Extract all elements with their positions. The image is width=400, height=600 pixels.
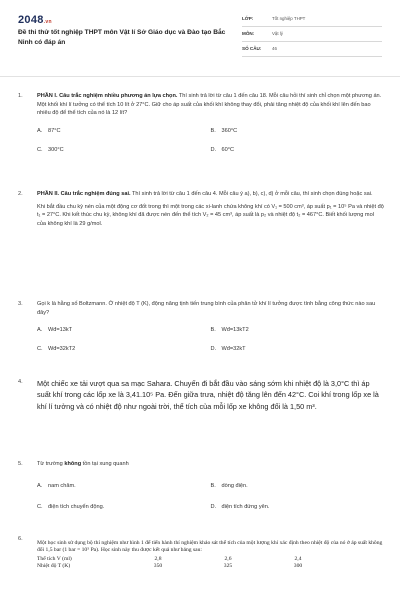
option-a[interactable]: A. Wđ=13kT — [37, 327, 73, 334]
question-text: Từ trường không tồn tại xung quanh — [37, 461, 129, 467]
question-paragraph: Khi bắt đầu chu kỳ nén của một động cơ đốt trong thì một trong các xi-lanh chứa không khí có V₁ = 500 cm³, áp suất p₁ = 10⁵ Pa và nhiệt độ t₁ = 27°C. Khi kết thúc chu kỳ, không khí đã được nén đến thể tích V₂ = 45 cm³, áp suất là p₂ và nhiệt độ t₂ = 467°C. Biết khối lượng mol của không khí là 29 g/mol. — [37, 203, 384, 227]
option-a[interactable]: A. 87°C — [37, 127, 61, 134]
question-number: 5. — [18, 461, 23, 467]
page-title: Đề thi thử tốt nghiệp THPT môn Vật lí Sở Giáo dục và Đào tạo Bắc Ninh có đáp án — [18, 29, 226, 46]
question-4 — [18, 378, 384, 412]
meta-value: 46 — [272, 45, 277, 51]
question-number: 3. — [18, 301, 23, 307]
meta-subject-row — [242, 27, 382, 42]
option-b[interactable]: B. 360°C — [210, 127, 238, 134]
question-6 — [18, 535, 384, 570]
meta-key: MÔN: — [242, 31, 255, 37]
meta-class-row — [242, 12, 382, 27]
table-cell: 2,6 — [224, 555, 232, 562]
table-cell: 300 — [293, 562, 303, 569]
site-logo[interactable]: 2048.vn — [18, 14, 52, 26]
question-number: 4. — [18, 379, 23, 385]
meta-key: LỚP: — [242, 16, 254, 22]
table-row — [37, 556, 333, 563]
header-divider — [0, 76, 400, 77]
option-d[interactable]: D. Wđ=32kT — [210, 345, 246, 352]
question-text: Một chiếc xe tải vượt qua sa mạc Sahara. Chuyến đi bắt đầu vào sáng sớm khi nhiệt độ là 3,0°C thì áp suất khí trong các lốp xe là 3,41.10⁵ Pa. Đến giữa trưa, nhiệt độ tăng lên đến 42°C. Coi khí trong lốp xe là khí lí tưởng và có nhiệt độ như ngoài trời, thể tích của mỗi lốp xe không đổi là 1,50 m³. — [37, 379, 379, 411]
row-header: Thể tích V (ml) — [37, 555, 72, 562]
answer-options — [37, 482, 384, 512]
question-number: 2. — [18, 191, 23, 197]
meta-key: SỐ CÂU: — [242, 46, 262, 52]
table-cell: 350 — [153, 562, 163, 569]
option-d[interactable]: D. 60°C — [210, 146, 234, 153]
data-table-wrap — [37, 556, 384, 570]
meta-value: Vật lý — [272, 30, 283, 36]
table-row — [37, 563, 333, 570]
row-header: Nhiệt độ T (K) — [37, 562, 71, 569]
option-c[interactable]: C. 300°C — [37, 146, 64, 153]
question-text: Một học sinh sử dụng bộ thí nghiệm như hình 1 để tiến hành thí nghiệm khảo sát thể tích của một lượng khí xác định theo nhiệt độ của nó ở áp suất không đổi 1,5 bar (1 bar = 10⁵ Pa). Học sinh này thu được kết quả như bảng sau: — [37, 540, 383, 554]
question-2 — [18, 190, 384, 229]
question-number: 1. — [18, 93, 23, 99]
exam-meta — [242, 12, 382, 57]
question-1 — [18, 92, 384, 154]
answer-options — [37, 127, 384, 154]
option-c[interactable]: C. Wđ=32kT2 — [37, 345, 76, 352]
question-3 — [18, 300, 384, 354]
meta-count-row — [242, 42, 382, 57]
page-header — [18, 12, 383, 70]
option-d[interactable]: D. điện tích đứng yên. — [210, 504, 270, 511]
meta-value: Tốt nghiệp THPT — [272, 15, 306, 21]
question-text: Gọi k là hằng số Boltzmann. Ở nhiệt độ T (K), động năng tịnh tiến trung bình của phân tử khí lí tưởng được tính bằng công thức nào sau đây? — [37, 301, 376, 316]
answer-options — [37, 326, 384, 353]
option-c[interactable]: C. điện tích chuyển động. — [37, 504, 105, 511]
question-number: 6. — [18, 536, 23, 542]
option-b[interactable]: B. Wđ=13kT2 — [210, 327, 249, 334]
option-b[interactable]: B. dòng điện. — [210, 482, 248, 489]
table-cell: 2,4 — [294, 555, 302, 562]
table-cell: 2,8 — [154, 555, 162, 562]
data-table — [37, 556, 333, 570]
option-a[interactable]: A. nam châm. — [37, 482, 76, 489]
question-5 — [18, 460, 384, 512]
question-text: PHẦN II. Câu trắc nghiệm đúng sai. Thí sinh trả lời từ câu 1 đến câu 4. Mỗi câu ý a), b), c), d) ở mỗi câu, thí sinh chọn đúng hoặc sai. — [37, 191, 373, 197]
table-cell: 325 — [223, 562, 233, 569]
question-text: PHẦN I. Câu trắc nghiệm nhiều phương án lựa chọn. Thí sinh trả lời từ câu 1 đến câu 18. Mỗi câu hỏi thí sinh chỉ chọn một phương án. Một khối khí lí tưởng có thể tích 10 lít ở 27°C. Giữ cho áp suất của khối khí không thay đổi, phải tăng nhiệt độ của khối khí lên đến bao nhiêu độ để thể tích của nó là 12 lít? — [37, 93, 382, 117]
